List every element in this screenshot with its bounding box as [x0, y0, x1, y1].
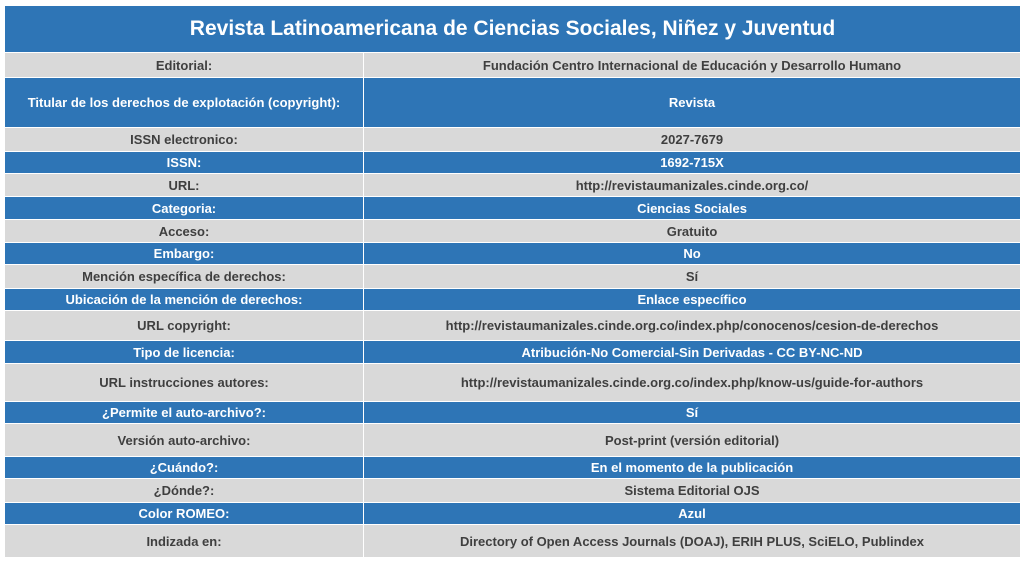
row-label: Mención específica de derechos:	[5, 265, 364, 289]
row-value: Azul	[364, 503, 1021, 525]
table-row	[5, 243, 1021, 265]
row-value: En el momento de la publicación	[364, 457, 1021, 479]
table-row	[5, 457, 1021, 479]
journal-title: Revista Latinoamericana de Ciencias Sociales, Niñez y Juventud	[5, 6, 1021, 53]
table-row	[5, 503, 1021, 525]
table-row	[5, 78, 1021, 128]
row-label: Ubicación de la mención de derechos:	[5, 289, 364, 311]
table-row	[5, 174, 1021, 197]
table-row	[5, 53, 1021, 78]
row-label: Acceso:	[5, 220, 364, 243]
row-value: Atribución-No Comercial-Sin Derivadas - CC BY-NC-ND	[364, 341, 1021, 364]
row-label: ISSN electronico:	[5, 128, 364, 152]
journal-info-table	[4, 5, 1021, 558]
table-row	[5, 128, 1021, 152]
table-row	[5, 479, 1021, 503]
row-value: 1692-715X	[364, 152, 1021, 174]
row-value: Sí	[364, 402, 1021, 424]
table-row	[5, 152, 1021, 174]
table-row	[5, 265, 1021, 289]
table-row	[5, 311, 1021, 341]
table-row	[5, 197, 1021, 220]
table-row	[5, 289, 1021, 311]
row-label: Categoria:	[5, 197, 364, 220]
row-value: Revista	[364, 78, 1021, 128]
row-label: ¿Cuándo?:	[5, 457, 364, 479]
row-value: Directory of Open Access Journals (DOAJ), ERIH PLUS, SciELO, Publindex	[364, 525, 1021, 558]
row-label: Titular de los derechos de explotación (copyright):	[5, 78, 364, 128]
row-value: Gratuito	[364, 220, 1021, 243]
table-row	[5, 341, 1021, 364]
row-value: Ciencias Sociales	[364, 197, 1021, 220]
row-label: ¿Dónde?:	[5, 479, 364, 503]
row-label: Color ROMEO:	[5, 503, 364, 525]
row-label: ¿Permite el auto-archivo?:	[5, 402, 364, 424]
row-label: URL:	[5, 174, 364, 197]
row-value: Fundación Centro Internacional de Educación y Desarrollo Humano	[364, 53, 1021, 78]
row-value: No	[364, 243, 1021, 265]
table-row	[5, 424, 1021, 457]
table-row	[5, 402, 1021, 424]
row-label: Indizada en:	[5, 525, 364, 558]
row-value: Sistema Editorial OJS	[364, 479, 1021, 503]
row-value: 2027-7679	[364, 128, 1021, 152]
row-value[interactable]: http://revistaumanizales.cinde.org.co/index.php/conocenos/cesion-de-derechos	[364, 311, 1021, 341]
row-value: Enlace específico	[364, 289, 1021, 311]
table-row	[5, 364, 1021, 402]
table-row	[5, 220, 1021, 243]
row-label: Embargo:	[5, 243, 364, 265]
row-label: URL copyright:	[5, 311, 364, 341]
row-value: Post-print (versión editorial)	[364, 424, 1021, 457]
row-label: ISSN:	[5, 152, 364, 174]
row-value[interactable]: http://revistaumanizales.cinde.org.co/index.php/know-us/guide-for-authors	[364, 364, 1021, 402]
row-label: URL instrucciones autores:	[5, 364, 364, 402]
table-row	[5, 525, 1021, 558]
row-value: Sí	[364, 265, 1021, 289]
title-row	[5, 6, 1021, 53]
row-value[interactable]: http://revistaumanizales.cinde.org.co/	[364, 174, 1021, 197]
row-label: Versión auto-archivo:	[5, 424, 364, 457]
row-label: Editorial:	[5, 53, 364, 78]
row-label: Tipo de licencia:	[5, 341, 364, 364]
journal-info-panel	[4, 5, 1020, 558]
